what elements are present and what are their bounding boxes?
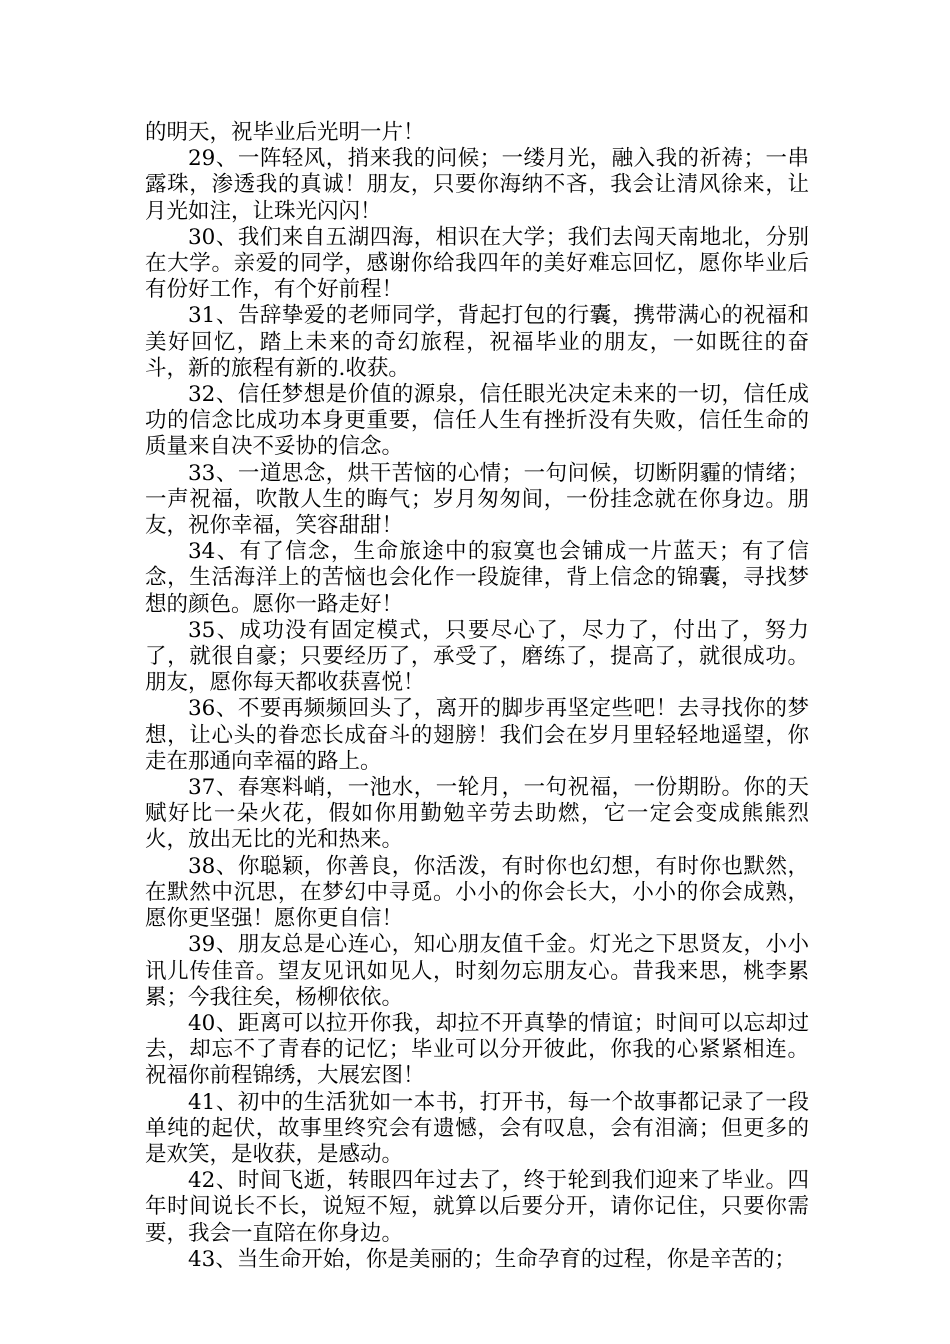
paragraph-42: 42、时间飞逝，转眼四年过去了，终于轮到我们迎来了毕业。四年时间说长不长，说短不短，就算以后要分开，请你记住，只要你需要，我会一直陪在你身边。 — [145, 1168, 809, 1246]
paragraph-43: 43、当生命开始，你是美丽的；生命孕育的过程，你是辛苦的； — [188, 1246, 796, 1272]
paragraph-38: 38、你聪颖，你善良，你活泼，有时你也幻想，有时你也默然，在默然中沉思，在梦幻中寻觅。小小的你会长大，小小的你会成熟，愿你更坚强！愿你更自信！ — [145, 853, 809, 932]
paragraph-32: 32、信任梦想是价值的源泉，信任眼光决定未来的一切，信任成功的信念比成功本身更重要，信任人生有挫折没有失败，信任生命的质量来自决不妥协的信念。 — [145, 382, 809, 460]
paragraph-29: 29、一阵轻风，捎来我的问候；一缕月光，融入我的祈祷；一串露珠，渗透我的真诚！朋友，只要你海纳不吝，我会让清风徐来，让月光如注，让珠光闪闪！ — [145, 146, 809, 224]
document-body — [145, 120, 809, 1273]
paragraph-35: 35、成功没有固定模式，只要尽心了，尽力了，付出了，努力了，就很自豪；只要经历了，承受了，磨练了，提高了，就很成功。朋友，愿你每天都收获喜悦！ — [145, 617, 809, 696]
paragraph-37: 37、春寒料峭，一池水，一轮月，一句祝福，一份期盼。你的天赋好比一朵火花，假如你用勤勉辛劳去助燃，它一定会变成熊熊烈火，放出无比的光和热来。 — [145, 775, 809, 853]
paragraph-34: 34、有了信念，生命旅途中的寂寞也会铺成一片蓝天；有了信念，生活海洋上的苦恼也会化作一段旋律，背上信念的锦囊，寻找梦想的颜色。愿你一路走好！ — [145, 539, 809, 617]
paragraph-41: 41、初中的生活犹如一本书，打开书，每一个故事都记录了一段单纯的起伏，故事里终究会有遗憾，会有叹息，会有泪滴；但更多的是欢笑，是收获，是感动。 — [145, 1089, 809, 1167]
paragraph-33: 33、一道思念，烘干苦恼的心情；一句问候，切断阴霾的情绪；一声祝福，吹散人生的晦气；岁月匆匆间，一份挂念就在你身边。朋友，祝你幸福，笑容甜甜！ — [145, 460, 809, 539]
paragraph-40: 40、距离可以拉开你我，却拉不开真挚的情谊；时间可以忘却过去，却忘不了青春的记忆；毕业可以分开彼此，你我的心紧紧相连。祝福你前程锦绣，大展宏图！ — [145, 1010, 809, 1089]
paragraph-36: 36、不要再频频回头了，离开的脚步再坚定些吧！去寻找你的梦想，让心头的眷恋长成奋斗的翅膀！我们会在岁月里轻轻地遥望，你走在那通向幸福的路上。 — [145, 696, 809, 774]
paragraph-30: 30、我们来自五湖四海，相识在大学；我们去闯天南地北，分别在大学。亲爱的同学，感谢你给我四年的美好难忘回忆，愿你毕业后有份好工作，有个好前程！ — [145, 224, 809, 303]
paragraph-39: 39、朋友总是心连心，知心朋友值千金。灯光之下思贤友，小小讯儿传佳音。望友见讯如见人，时刻勿忘朋友心。昔我来思，桃李累累；今我往矣，杨柳依依。 — [145, 932, 809, 1010]
paragraph-continuation: 的明天，祝毕业后光明一片！ — [145, 120, 425, 145]
paragraph-31: 31、告辞挚爱的老师同学，背起打包的行囊，携带满心的祝福和美好回忆，踏上未来的奇幻旅程，祝福毕业的朋友，一如既往的奋斗，新的旅程有新的.收获。 — [145, 303, 809, 381]
